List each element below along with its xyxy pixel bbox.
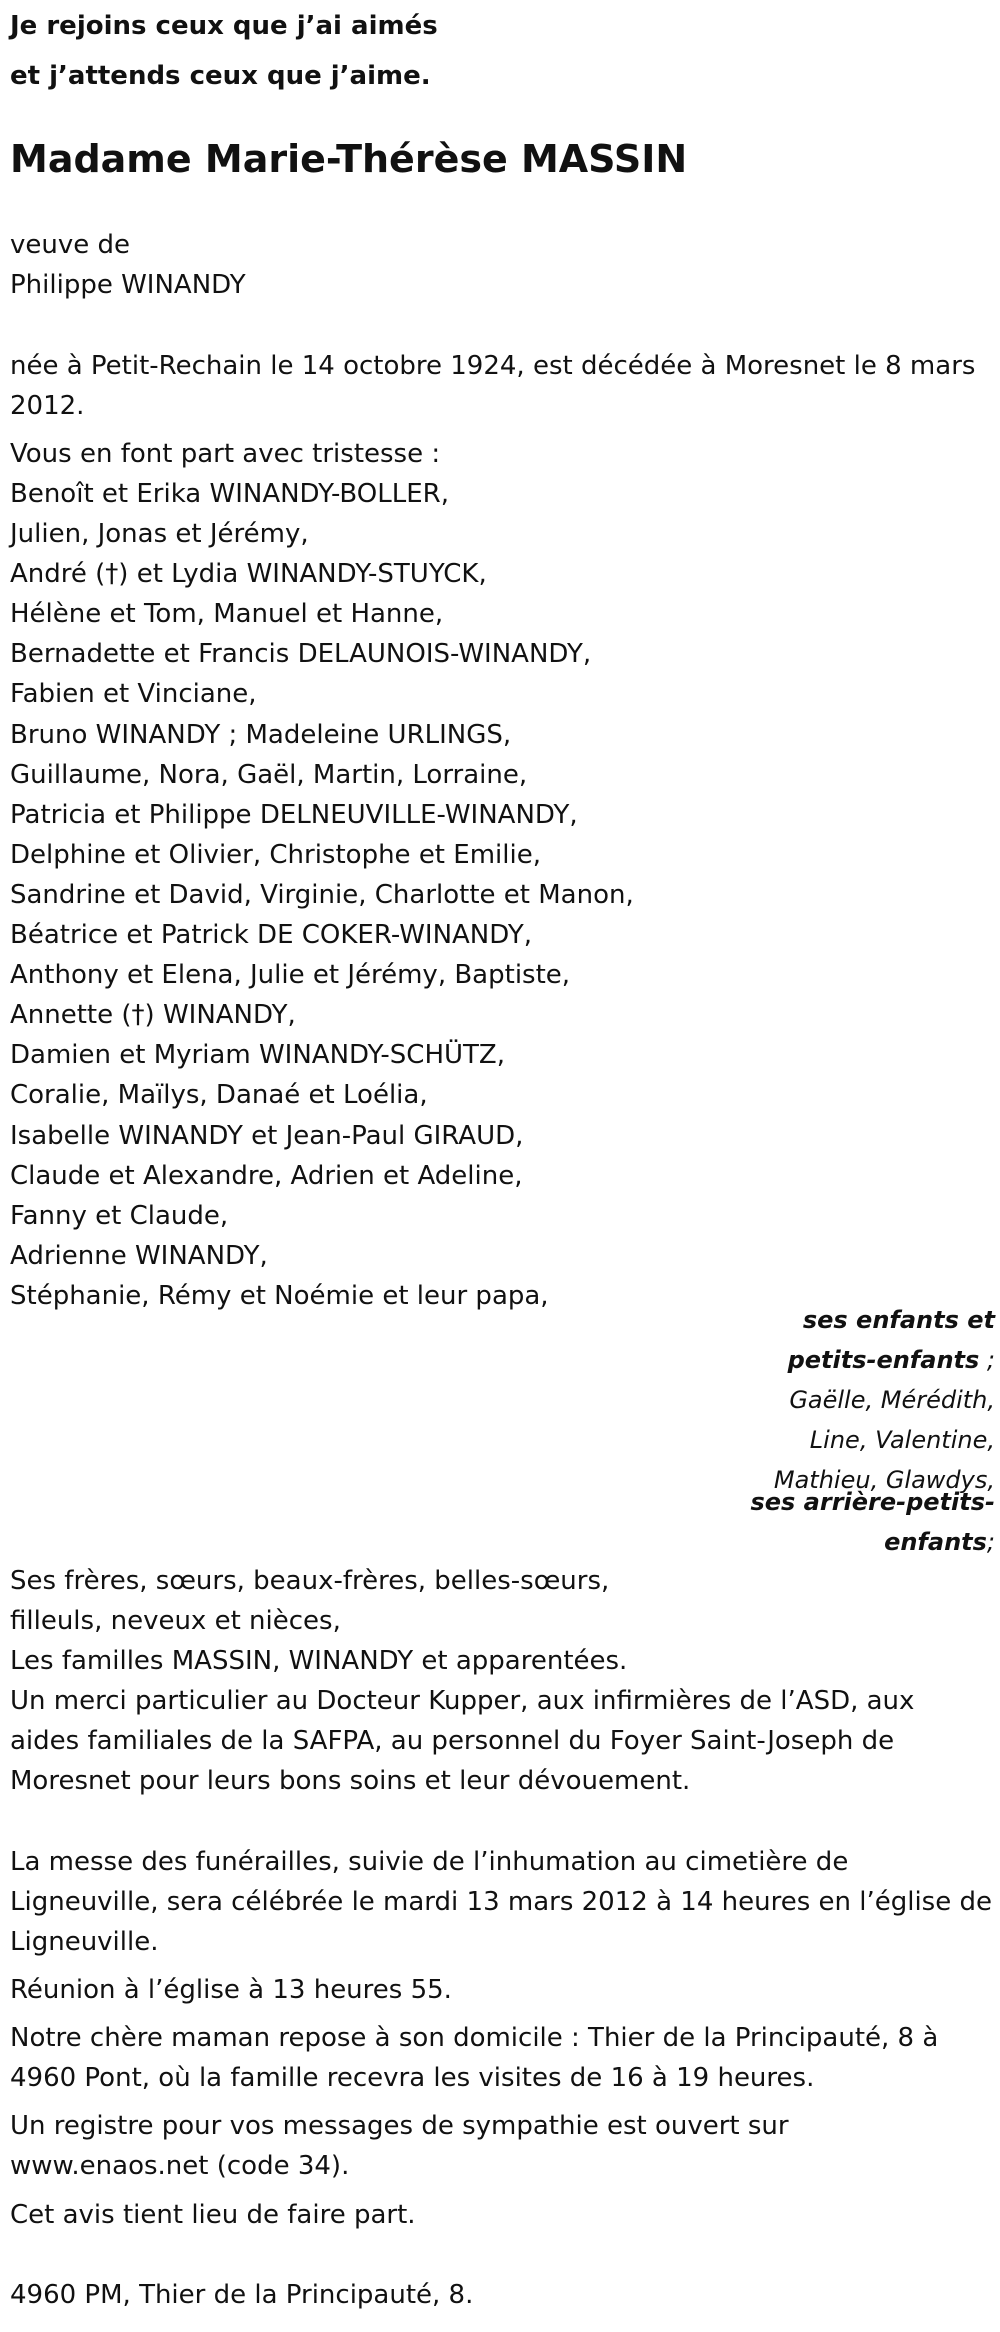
announcement-intro: Vous en font part avec tristesse : (10, 439, 441, 469)
list-item: Béatrice et Patrick DE COKER-WINANDY, (10, 920, 533, 951)
thanks-line-2: aides familiales de la SAFPA, au personnel du Foyer Saint-Joseph de (10, 1726, 895, 1756)
deceased-name: Madame Marie-Thérèse MASSIN (10, 137, 688, 181)
list-item: Bruno WINANDY ; Madeleine URLINGS, (10, 719, 512, 750)
children-label-line-2 (788, 1340, 995, 1380)
quote-line-1: Je rejoins ceux que j’ai aimés (10, 11, 438, 41)
children-semicolon: ; (979, 1346, 995, 1374)
list-item: Annette (†) WINANDY, (10, 1000, 296, 1031)
siblings-line-3: Les familles MASSIN, WINANDY et apparentées. (10, 1646, 628, 1676)
children-label-line-1: ses enfants et (802, 1306, 995, 1334)
great-grandchildren-label-text: enfants (884, 1528, 987, 1556)
family-list (10, 474, 634, 1316)
great-grandchildren-semicolon: ; (986, 1528, 995, 1556)
list-item: André (†) et Lydia WINANDY-STUYCK, (10, 559, 487, 590)
list-item: Claude et Alexandre, Adrien et Adeline, (10, 1160, 523, 1191)
list-item: Fabien et Vinciane, (10, 679, 257, 710)
birth-death-line-1: née à Petit-Rechain le 14 octobre 1924, est décédée à Moresnet le 8 mars (10, 351, 976, 381)
list-item: Damien et Myriam WINANDY-SCHÜTZ, (10, 1040, 505, 1071)
list-item: Coralie, Maïlys, Danaé et Loélia, (10, 1080, 428, 1111)
meeting-info: Réunion à l’église à 13 heures 55. (10, 1975, 452, 2005)
list-item: Anthony et Elena, Julie et Jérémy, Baptiste, (10, 960, 571, 991)
list-item: Stéphanie, Rémy et Noémie et leur papa, (10, 1280, 549, 1311)
address-text: 4960 PM, Thier de la Principauté, 8. (10, 2280, 474, 2310)
spouse-name: Philippe WINANDY (10, 270, 246, 300)
siblings-line-1: Ses frères, sœurs, beaux-frères, belles-sœurs, (10, 1566, 610, 1596)
list-item: Julien, Jonas et Jérémy, (10, 519, 309, 550)
list-item: Guillaume, Nora, Gaël, Martin, Lorraine, (10, 759, 528, 790)
great-grandchildren-names-line-1: Gaëlle, Mérédith, (789, 1386, 995, 1414)
thanks-line-3: Moresnet pour leurs bons soins et leur dévouement. (10, 1766, 691, 1796)
list-item: Sandrine et David, Virginie, Charlotte et Manon, (10, 879, 634, 910)
rest-line-2: 4960 Pont, où la famille recevra les visites de 16 à 19 heures. (10, 2063, 815, 2093)
funeral-line-3: Ligneuville. (10, 1927, 159, 1957)
great-grandchildren-names-line-2: Line, Valentine, (809, 1426, 995, 1454)
children-label-text: petits-enfants (787, 1346, 980, 1374)
funeral-line-2: Ligneuville, sera célébrée le mardi 13 mars 2012 à 14 heures en l’église de (10, 1887, 992, 1917)
list-item: Isabelle WINANDY et Jean-Paul GIRAUD, (10, 1120, 524, 1151)
great-grandchildren-label-line-1: ses arrière-petits- (750, 1488, 995, 1516)
birth-death-line-2: 2012. (10, 391, 85, 421)
widow-of-label: veuve de (10, 230, 131, 260)
rest-line-1: Notre chère maman repose à son domicile : Thier de la Principauté, 8 à (10, 2023, 939, 2053)
list-item: Delphine et Olivier, Christophe et Emilie, (10, 839, 541, 870)
list-item: Fanny et Claude, (10, 1200, 229, 1231)
great-grandchildren-names-line-3: Mathieu, Glawdys, (773, 1466, 995, 1494)
great-grandchildren-label-line-2 (884, 1522, 995, 1562)
register-line-1: Un registre pour vos messages de sympathie est ouvert sur (10, 2111, 789, 2141)
notice-text: Cet avis tient lieu de faire part. (10, 2200, 416, 2230)
list-item: Hélène et Tom, Manuel et Hanne, (10, 599, 444, 630)
register-line-2: www.enaos.net (code 34). (10, 2151, 350, 2181)
funeral-line-1: La messe des funérailles, suivie de l’inhumation au cimetière de (10, 1847, 849, 1877)
list-item: Adrienne WINANDY, (10, 1240, 268, 1271)
thanks-line-1: Un merci particulier au Docteur Kupper, aux infirmières de l’ASD, aux (10, 1686, 915, 1716)
siblings-line-2: filleuls, neveux et nièces, (10, 1606, 341, 1636)
list-item: Patricia et Philippe DELNEUVILLE-WINANDY, (10, 799, 578, 830)
quote-line-2: et j’attends ceux que j’aime. (10, 61, 431, 91)
list-item: Benoît et Erika WINANDY-BOLLER, (10, 479, 449, 509)
list-item: Bernadette et Francis DELAUNOIS-WINANDY, (10, 639, 592, 670)
